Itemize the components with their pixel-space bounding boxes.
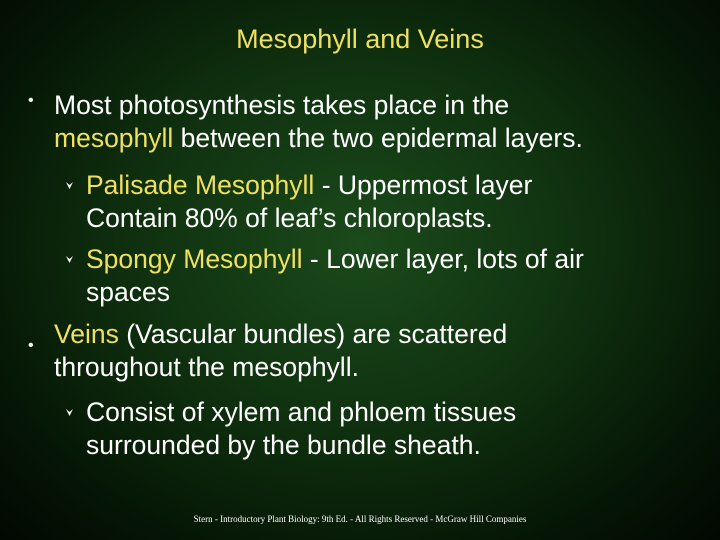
- bullet-1-line-1: Most photosynthesis takes place in the: [54, 90, 510, 120]
- bullet-1-line-2-rest: between the two epidermal layers.: [173, 122, 583, 153]
- subbullet-1: [86, 169, 532, 234]
- bullet-dot-2: •: [28, 337, 34, 354]
- subbullet-3-line-2: surrounded by the bundle sheath.: [86, 429, 481, 460]
- term-veins: Veins: [54, 319, 119, 349]
- subbullet-1-line-2: Contain 80% of leaf’s chloroplasts.: [86, 202, 493, 233]
- bullet-1-line-2: [54, 122, 583, 155]
- bullet-dot-1: •: [28, 92, 34, 109]
- bullet-1: [54, 89, 583, 154]
- term-spongy-mesophyll: Spongy Mesophyll: [86, 244, 303, 274]
- slide-footer: Stern - Introductory Plant Biology: 9th Ed. - All Rights Reserved - McGraw Hill Companies: [193, 514, 527, 524]
- subbullet-3: [86, 396, 516, 461]
- term-palisade-mesophyll: Palisade Mesophyll: [86, 170, 315, 200]
- diamond-check-icon: [64, 407, 75, 418]
- subbullet-2-line-1: [86, 243, 584, 276]
- slide-title: Mesophyll and Veins: [236, 24, 484, 54]
- bullet-2-line-1-rest: (Vascular bundles) are scattered: [118, 319, 508, 349]
- bullet-2-line-1: [54, 318, 507, 351]
- subbullet-2-rest: - Lower layer, lots of air: [302, 244, 584, 274]
- diamond-check-icon: [64, 180, 75, 191]
- subbullet-2: [86, 243, 584, 308]
- subbullet-2-line-2: spaces: [86, 276, 170, 307]
- diamond-check-icon: [64, 254, 75, 265]
- subbullet-1-rest: - Uppermost layer: [314, 170, 533, 200]
- subbullet-1-line-1: [86, 169, 532, 202]
- subbullet-3-line-1: Consist of xylem and phloem tissues: [86, 397, 517, 427]
- bullet-2: [54, 318, 507, 383]
- bullet-2-line-2: throughout the mesophyll.: [54, 351, 359, 382]
- term-mesophyll: mesophyll: [54, 122, 174, 153]
